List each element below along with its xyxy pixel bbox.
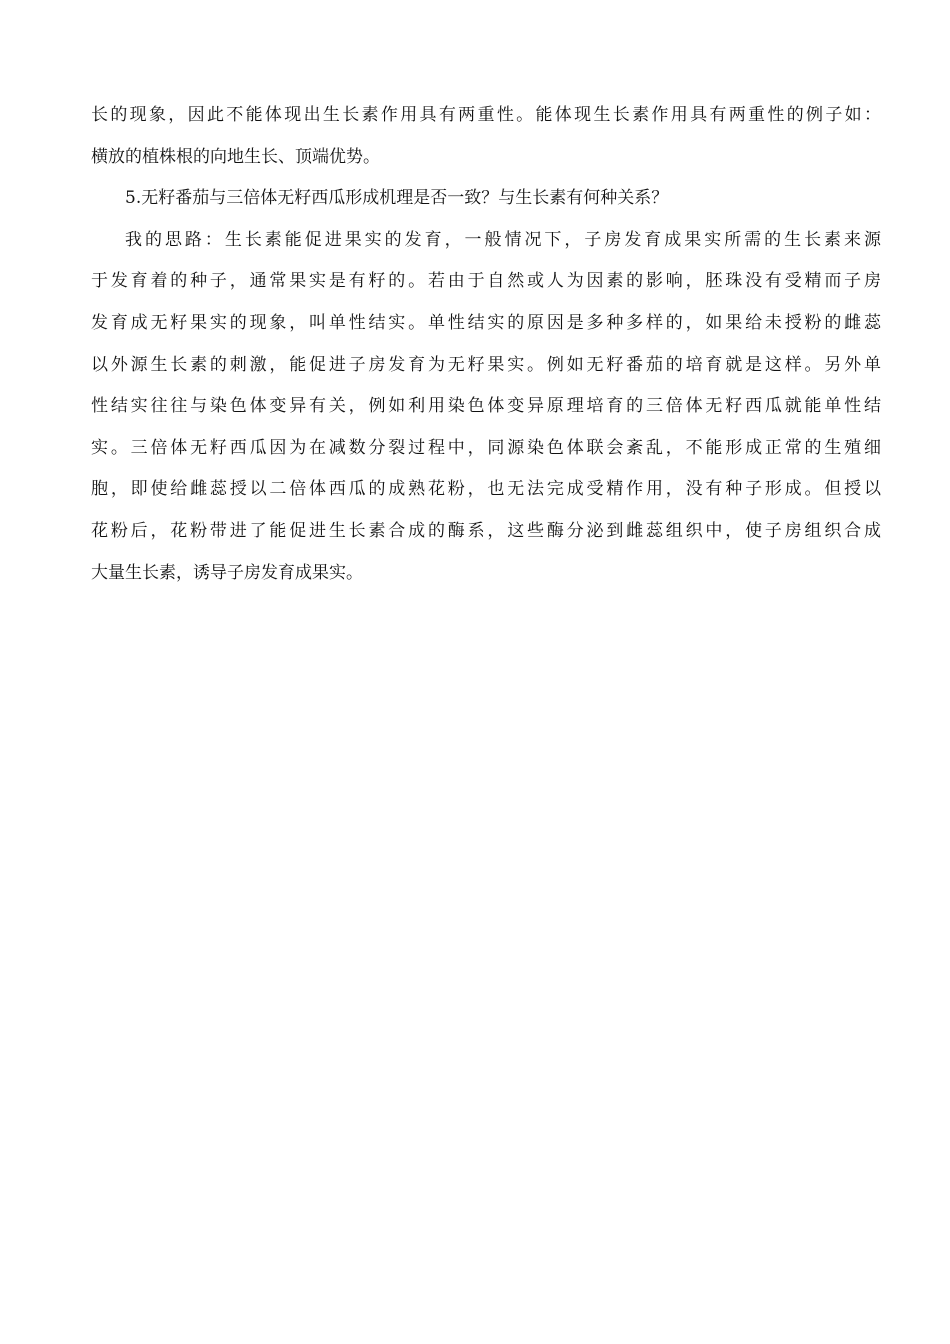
- paragraph-line: 胞，即使给雌蕊授以二倍体西瓜的成熟花粉，也无法完成受精作用，没有种子形成。但授以: [91, 479, 881, 500]
- question-heading: 5.无籽番茄与三倍体无籽西瓜形成机理是否一致？与生长素有何种关系？: [125, 188, 669, 209]
- paragraph-line: 发育成无籽果实的现象，叫单性结实。单性结实的原因是多种多样的，如果给未授粉的雌蕊: [91, 312, 881, 333]
- paragraph-line: 花粉后，花粉带进了能促进生长素合成的酶系，这些酶分泌到雌蕊组织中，使子房组织合成: [91, 520, 881, 541]
- paragraph-line: 实。三倍体无籽西瓜因为在减数分裂过程中，同源染色体联会紊乱，不能形成正常的生殖细: [91, 437, 881, 458]
- paragraph-line: 我的思路：生长素能促进果实的发育，一般情况下，子房发育成果实所需的生长素来源: [125, 229, 881, 250]
- paragraph-line: 长的现象，因此不能体现出生长素作用具有两重性。能体现生长素作用具有两重性的例子如：: [91, 105, 881, 125]
- paragraph-line: 于发育着的种子，通常果实是有籽的。若由于自然或人为因素的影响，胚珠没有受精而子房: [91, 271, 881, 292]
- paragraph-line: 以外源生长素的刺激，能促进子房发育为无籽果实。例如无籽番茄的培育就是这样。另外单: [91, 354, 881, 375]
- paragraph-line: 性结实往往与染色体变异有关，例如利用染色体变异原理培育的三倍体无籽西瓜就能单性结: [91, 396, 881, 417]
- paragraph-line: 横放的植株根的向地生长、顶端优势。: [91, 146, 380, 167]
- document-body: [91, 95, 881, 594]
- paragraph-line: 大量生长素，诱导子房发育成果实。: [91, 562, 363, 583]
